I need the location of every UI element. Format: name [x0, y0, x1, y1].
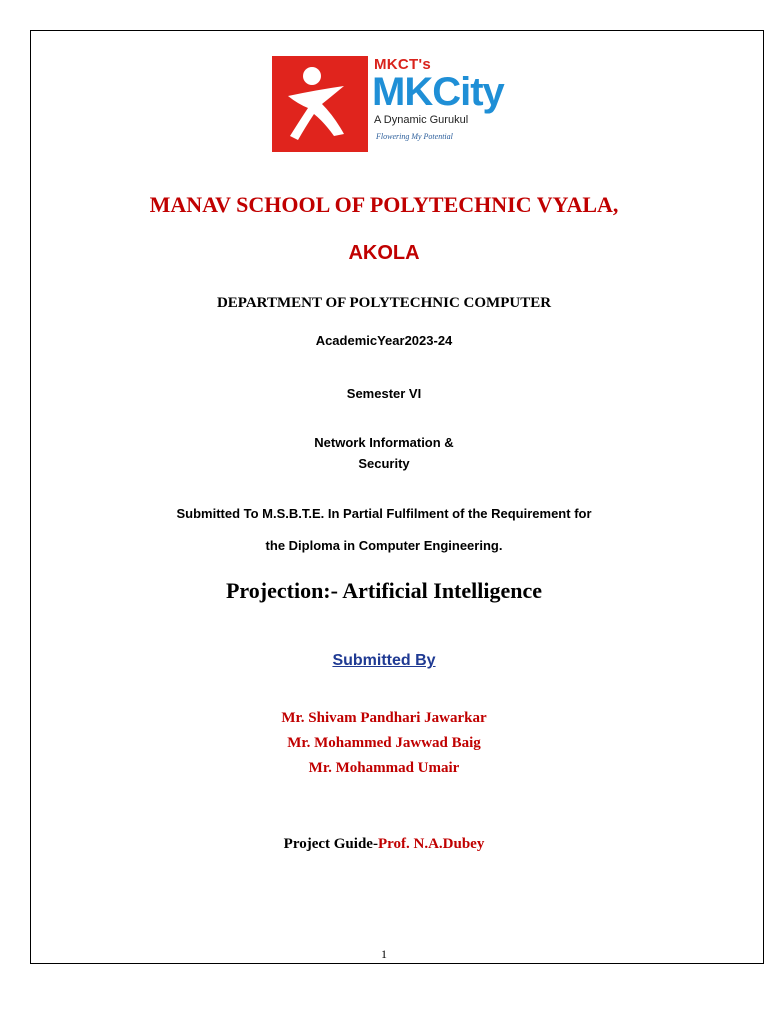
logo-motto: Flowering My Potential: [376, 132, 453, 141]
project-guide: [0, 836, 768, 853]
institute-logo: [272, 56, 504, 152]
project-guide-label: Project Guide-: [283, 836, 378, 852]
logo-mark: [272, 56, 368, 152]
submitted-by-heading: Submitted By: [332, 652, 436, 669]
project-guide-name: Prof. N.A.Dubey: [377, 836, 485, 852]
logo-tagline: A Dynamic Gurukul: [374, 114, 469, 126]
student-name: Mr. Mohammed Jawwad Baig: [287, 735, 481, 751]
academic-year: AcademicYear2023-24: [315, 333, 453, 348]
subject-line1: Network Information &: [314, 435, 454, 450]
semester: Semester VI: [346, 386, 422, 401]
page-number: 1: [381, 947, 387, 961]
logo-prefix: MKCT's: [374, 56, 432, 73]
page-border: [30, 30, 764, 964]
subject-line2: Security: [358, 456, 410, 471]
student-name: Mr. Shivam Pandhari Jawarkar: [281, 710, 487, 726]
institute-name-line1: MANAV SCHOOL OF POLYTECHNIC VYALA,: [149, 192, 619, 217]
logo-name: MKCity: [372, 70, 504, 114]
institute-name-line2: AKOLA: [348, 242, 420, 264]
projection-title: Projection:- Artificial Intelligence: [225, 578, 543, 603]
submission-line2: the Diploma in Computer Engineering.: [265, 538, 503, 553]
dancing-figure-icon: [272, 56, 368, 152]
submission-line1: Submitted To M.S.B.T.E. In Partial Fulfilment of the Requirement for: [176, 506, 592, 521]
department-name: DEPARTMENT OF POLYTECHNIC COMPUTER: [216, 295, 552, 311]
student-name: Mr. Mohammad Umair: [308, 760, 460, 776]
